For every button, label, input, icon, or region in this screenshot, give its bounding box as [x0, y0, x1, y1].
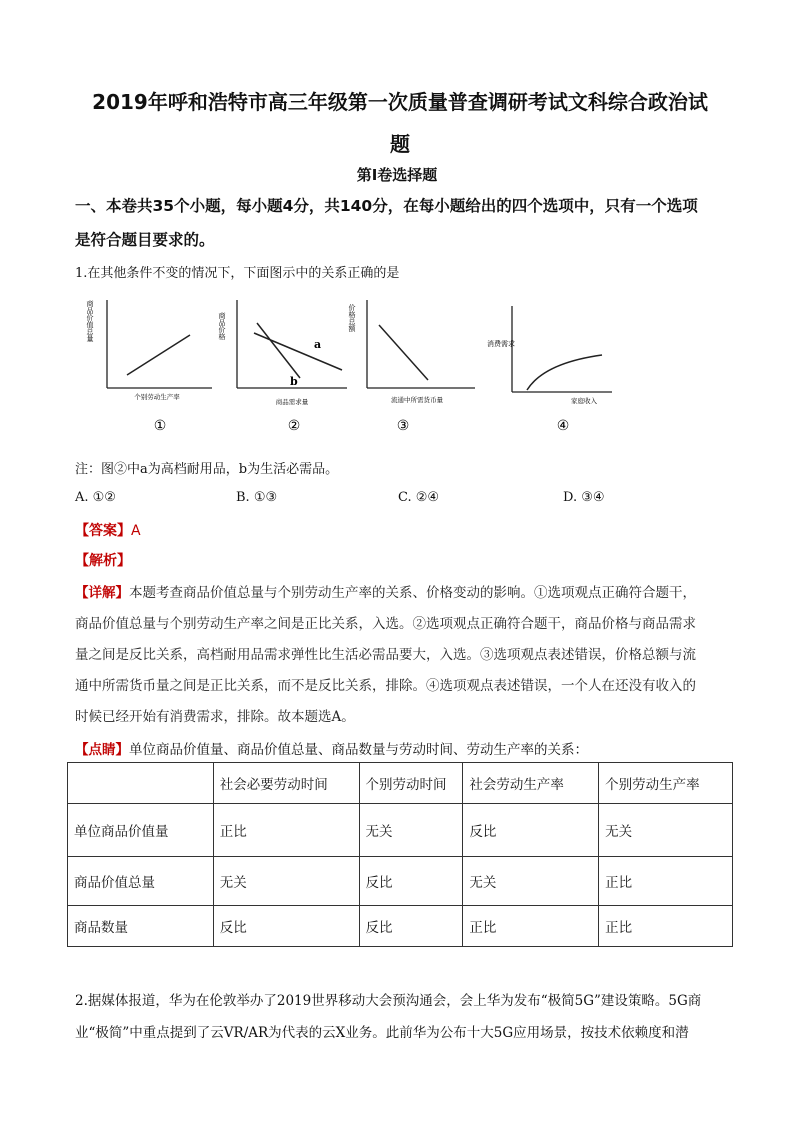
question2-stem: [75, 985, 735, 1049]
chart-2-label-b: b: [290, 375, 298, 388]
detail-label: 【详解】: [75, 585, 129, 601]
detail-line: 通中所需货币量之间是正比关系，而不是反比关系，排除。④选项观点表述错误，一个人在还没有收入的: [75, 678, 696, 694]
question1-stem: 1.在其他条件不变的情况下，下面图示中的关系正确的是: [75, 266, 400, 281]
chart-3-line: [379, 325, 428, 380]
table-row: [68, 906, 733, 947]
chart-2-line-a: [254, 333, 342, 370]
detail-line: 本题考查商品价值总量与个别劳动生产率的关系、价格变动的影响。①选项观点正确符合题干，: [129, 585, 696, 601]
chart-4-xlabel: 家庭收入: [571, 397, 597, 405]
table-cell: 正比: [599, 906, 733, 947]
exam-title-line1: 2019年呼和浩特市高三年级第一次质量普查调研考试文科综合政治试: [92, 90, 708, 114]
answer-line: [75, 520, 141, 540]
chart-3: [348, 300, 476, 434]
table-cell: 无关: [599, 804, 733, 857]
question1-note: 注：图②中a为高档耐用品，b为生活必需品。: [75, 462, 339, 477]
table-cell: 反比: [463, 804, 599, 857]
table-header-row: [68, 763, 733, 804]
table-cell: 无关: [213, 857, 359, 906]
chart-1: [86, 300, 213, 434]
detail-explanation: [75, 578, 730, 733]
table-cell: 正比: [213, 804, 359, 857]
table-header-cell: [68, 763, 214, 804]
table-cell: 商品价值总量: [68, 857, 214, 906]
section-subtitle: 第Ⅰ卷选择题: [356, 166, 438, 184]
chart-1-xlabel: 个别劳动生产率: [134, 393, 180, 401]
table-cell: 单位商品价值量: [68, 804, 214, 857]
dianjing-line: [75, 738, 588, 758]
chart-2-label-a: a: [314, 338, 322, 351]
chart-1-line: [127, 335, 190, 375]
chart-4-number: ④: [556, 418, 570, 434]
table-header-cell: 个别劳动生产率: [599, 763, 733, 804]
detail-line: 量之间是反比关系，高档耐用品需求弹性比生活必需品要大，入选。③选项观点表述错误，价格总额与流: [75, 647, 696, 663]
chart-1-number: ①: [153, 418, 167, 434]
question2-line: 业“极简”中重点提到了云VR/AR为代表的云X业务。此前华为公布十大5G应用场景，按技术依赖度和潜: [75, 1025, 689, 1041]
chart-4-ylabel: 消费需求: [487, 340, 515, 348]
analysis-label: 【解析】: [75, 553, 131, 569]
table-header-cell: 社会必要劳动时间: [213, 763, 359, 804]
detail-line: 商品价值总量与个别劳动生产率之间是正比关系，入选。②选项观点正确符合题干，商品价格与商品需求: [75, 616, 696, 632]
chart-4: [487, 306, 612, 434]
chart-3-xlabel: 流通中所需货币量: [391, 396, 443, 404]
table-cell: 反比: [359, 857, 463, 906]
dianjing-text: 单位商品价值量、商品价值总量、商品数量与劳动时间、劳动生产率的关系：: [129, 742, 588, 758]
exam-title-line2: 题: [390, 132, 410, 156]
section-instructions-line2: 是符合题目要求的。: [75, 231, 215, 249]
dianjing-label: 【点睛】: [75, 742, 129, 758]
table-cell: 商品数量: [68, 906, 214, 947]
chart-2-xlabel: 商品需求量: [275, 398, 309, 406]
table-row: [68, 804, 733, 857]
option-d: D. ③④: [563, 490, 605, 505]
option-b: B. ①③: [236, 490, 278, 505]
table-cell: 正比: [463, 906, 599, 947]
section-instructions-line1: 一、本卷共35个小题，每小题4分，共140分，在每小题给出的四个选项中，只有一个选项: [75, 197, 698, 215]
chart-3-number: ③: [396, 418, 410, 434]
table-cell: 无关: [359, 804, 463, 857]
table-cell: 反比: [213, 906, 359, 947]
chart-2-line-b: [257, 323, 300, 378]
table-header-cell: 社会劳动生产率: [463, 763, 599, 804]
chart-2-ylabel: 商品价格: [218, 312, 226, 340]
table-cell: 无关: [463, 857, 599, 906]
answer-label: 【答案】: [75, 523, 131, 539]
table-cell: 反比: [359, 906, 463, 947]
table-cell: 正比: [599, 857, 733, 906]
question1-figure: [82, 300, 642, 440]
chart-2-number: ②: [287, 418, 301, 434]
table-row: [68, 857, 733, 906]
chart-3-ylabel: 价格总额: [348, 304, 356, 332]
answer-value: A: [131, 523, 141, 539]
relation-table: [67, 762, 733, 947]
chart-1-ylabel: 商品价值总量: [86, 300, 94, 342]
option-a: A. ①②: [75, 490, 116, 505]
detail-line: 时候已经开始有消费需求，排除。故本题选A。: [75, 709, 355, 725]
chart-2: [218, 300, 347, 434]
chart-4-curve: [527, 355, 602, 390]
option-c: C. ②④: [398, 490, 440, 505]
question2-line: 2.据媒体报道，华为在伦敦举办了2019世界移动大会预沟通会，会上华为发布“极简5G”建设策略。5G商: [75, 993, 702, 1009]
table-header-cell: 个别劳动时间: [359, 763, 463, 804]
